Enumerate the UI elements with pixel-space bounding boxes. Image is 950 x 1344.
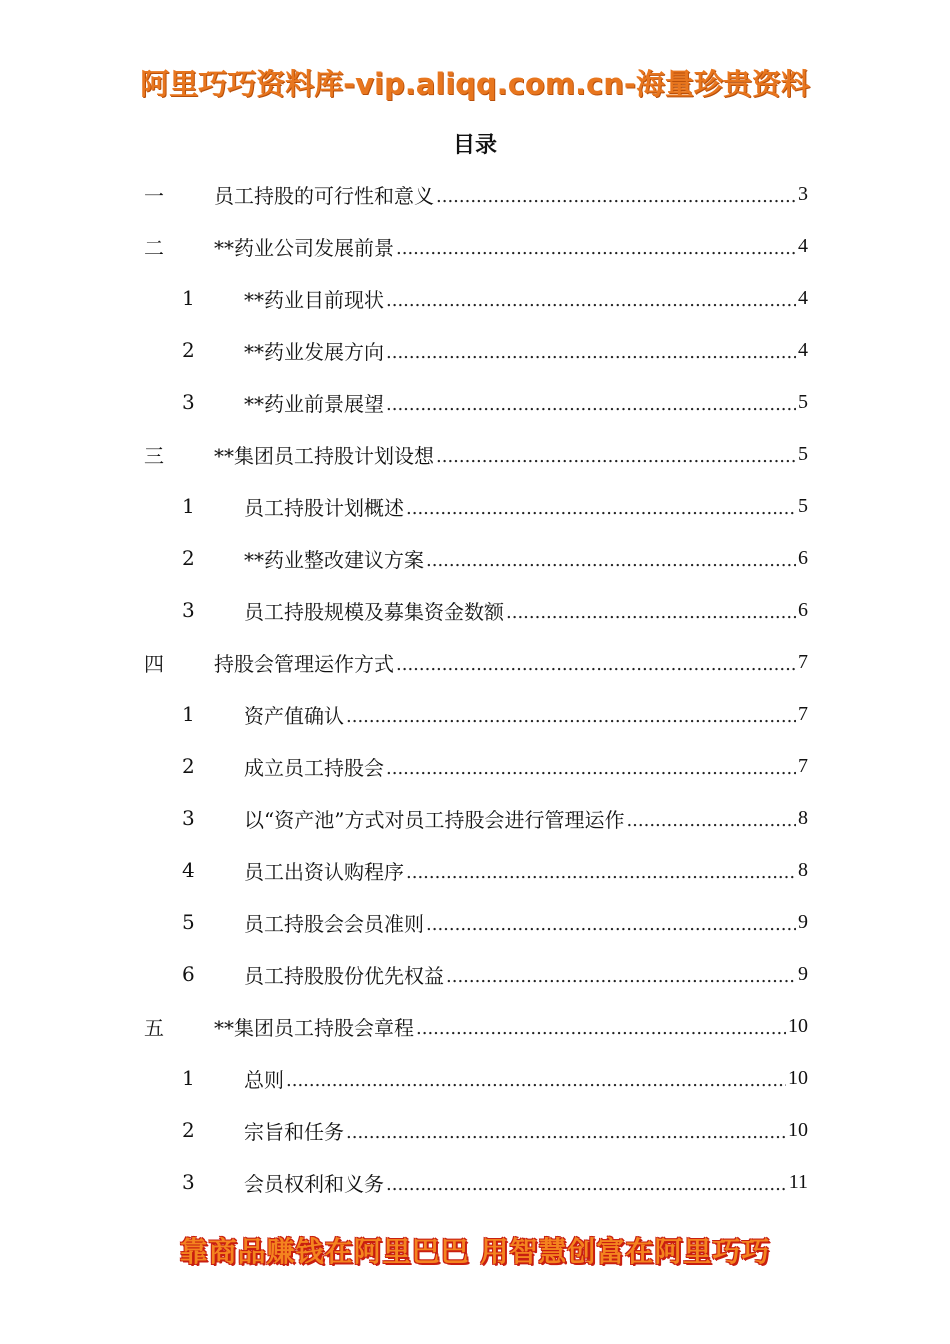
- footer-banner: 靠商品赚钱在阿里巴巴 用智慧创富在阿里巧巧: [179, 1235, 771, 1268]
- toc-entry-title: 持股会管理运作方式: [214, 651, 394, 676]
- toc-dot-leader: [386, 757, 796, 779]
- toc-dot-leader: [406, 497, 796, 519]
- toc-entry-page: 5: [798, 442, 808, 465]
- toc-entry-page: 7: [798, 650, 808, 673]
- toc-dot-leader: [446, 965, 796, 987]
- toc-entry-number: 2: [182, 338, 195, 362]
- toc-entry-number: 三: [144, 443, 164, 468]
- toc-entry[interactable]: [140, 376, 808, 428]
- toc-entry-number: 1: [182, 1066, 195, 1090]
- toc-entry-title: 成立员工持股会: [244, 755, 384, 780]
- toc-entry-number: 1: [182, 286, 195, 310]
- toc-entry-title: **药业公司发展前景: [214, 235, 394, 260]
- toc-entry[interactable]: [140, 584, 808, 636]
- toc-dot-leader: [426, 913, 796, 935]
- toc-entry-page: 8: [798, 858, 808, 881]
- toc-dot-leader: [396, 653, 796, 675]
- toc-entry[interactable]: [140, 1156, 808, 1208]
- toc-entry-page: 7: [798, 754, 808, 777]
- toc-entry[interactable]: [140, 324, 808, 376]
- toc-entry-number: 1: [182, 702, 195, 726]
- toc-entry-page: 5: [798, 494, 808, 517]
- toc-dot-leader: [416, 1017, 786, 1039]
- toc-entry-title: 会员权利和义务: [244, 1171, 384, 1196]
- toc-dot-leader: [346, 1121, 786, 1143]
- toc-entry-page: 10: [788, 1118, 808, 1141]
- toc-entry[interactable]: [140, 948, 808, 1000]
- toc-entry-title: 以“资产池”方式对员工持股会进行管理运作: [244, 807, 625, 832]
- toc-dot-leader: [626, 809, 796, 831]
- toc-entry-number: 5: [182, 910, 195, 934]
- toc-entry[interactable]: [140, 532, 808, 584]
- toc-dot-leader: [426, 549, 796, 571]
- toc-entry-number: 2: [182, 1118, 195, 1142]
- toc-entry-page: 4: [798, 234, 808, 257]
- header-banner: 阿里巧巧资料库-vip.aliqq.com.cn-海量珍贵资料: [140, 67, 810, 101]
- toc-dot-leader: [436, 445, 796, 467]
- toc-entry-page: 10: [788, 1066, 808, 1089]
- toc-entry-title: 员工持股会会员准则: [244, 911, 424, 936]
- toc-entry-page: 4: [798, 286, 808, 309]
- toc-entry-number: 五: [144, 1015, 164, 1040]
- toc-entry-number: 2: [182, 754, 195, 778]
- toc-dot-leader: [386, 341, 796, 363]
- toc-entry[interactable]: [140, 1000, 808, 1052]
- toc-entry-page: 6: [798, 546, 808, 569]
- toc-entry[interactable]: [140, 1052, 808, 1104]
- toc-entry-title: 员工持股的可行性和意义: [214, 183, 434, 208]
- toc-entry[interactable]: [140, 688, 808, 740]
- toc-entry-page: 11: [788, 1170, 808, 1193]
- toc-entry-number: 四: [144, 651, 164, 676]
- toc-entry-number: 二: [144, 235, 164, 260]
- toc-entry-page: 8: [798, 806, 808, 829]
- toc-entry-title: 总则: [244, 1067, 284, 1092]
- toc-entry-number: 1: [182, 494, 195, 518]
- toc-dot-leader: [406, 861, 796, 883]
- toc-entry-number: 3: [182, 598, 195, 622]
- toc-entry[interactable]: [140, 740, 808, 792]
- toc-entry-number: 3: [182, 806, 195, 830]
- toc-entry-title: 员工持股规模及募集资金数额: [244, 599, 504, 624]
- table-of-contents: [140, 168, 808, 1208]
- toc-entry-title: 宗旨和任务: [244, 1119, 344, 1144]
- toc-entry-title: **药业整改建议方案: [244, 547, 424, 572]
- toc-entry-title: 员工持股计划概述: [244, 495, 404, 520]
- toc-dot-leader: [386, 393, 796, 415]
- toc-entry[interactable]: [140, 1104, 808, 1156]
- toc-entry-number: 3: [182, 390, 195, 414]
- toc-entry-title: **集团员工持股会章程: [214, 1015, 414, 1040]
- toc-entry-title: **集团员工持股计划设想: [214, 443, 434, 468]
- toc-dot-leader: [386, 289, 796, 311]
- toc-title: 目录: [452, 133, 497, 158]
- toc-entry-number: 4: [182, 858, 195, 882]
- toc-entry[interactable]: [140, 480, 808, 532]
- toc-entry-page: 5: [798, 390, 808, 413]
- toc-entry[interactable]: [140, 428, 808, 480]
- toc-entry-title: **药业发展方向: [244, 339, 384, 364]
- toc-entry-page: 7: [798, 702, 808, 725]
- toc-entry-title: 资产值确认: [244, 703, 344, 728]
- toc-entry-title: **药业前景展望: [244, 391, 384, 416]
- toc-entry-number: 3: [182, 1170, 195, 1194]
- toc-entry-title: 员工出资认购程序: [244, 859, 404, 884]
- toc-entry[interactable]: [140, 168, 808, 220]
- toc-entry-page: 3: [798, 182, 808, 205]
- toc-dot-leader: [386, 1173, 787, 1195]
- toc-dot-leader: [396, 237, 796, 259]
- toc-entry-page: 10: [788, 1014, 808, 1037]
- toc-dot-leader: [346, 705, 796, 727]
- toc-entry-number: 一: [144, 183, 164, 208]
- toc-entry[interactable]: [140, 896, 808, 948]
- toc-entry-page: 9: [798, 962, 808, 985]
- toc-entry-title: **药业目前现状: [244, 287, 384, 312]
- toc-entry-title: 员工持股股份优先权益: [244, 963, 444, 988]
- toc-entry[interactable]: [140, 220, 808, 272]
- toc-entry-page: 6: [798, 598, 808, 621]
- toc-dot-leader: [286, 1069, 786, 1091]
- toc-entry[interactable]: [140, 844, 808, 896]
- toc-entry-page: 9: [798, 910, 808, 933]
- toc-entry-page: 4: [798, 338, 808, 361]
- toc-dot-leader: [506, 601, 796, 623]
- toc-entry[interactable]: [140, 792, 808, 844]
- toc-entry[interactable]: [140, 636, 808, 688]
- toc-dot-leader: [436, 185, 796, 207]
- toc-entry-number: 6: [182, 962, 195, 986]
- toc-entry-number: 2: [182, 546, 195, 570]
- toc-entry[interactable]: [140, 272, 808, 324]
